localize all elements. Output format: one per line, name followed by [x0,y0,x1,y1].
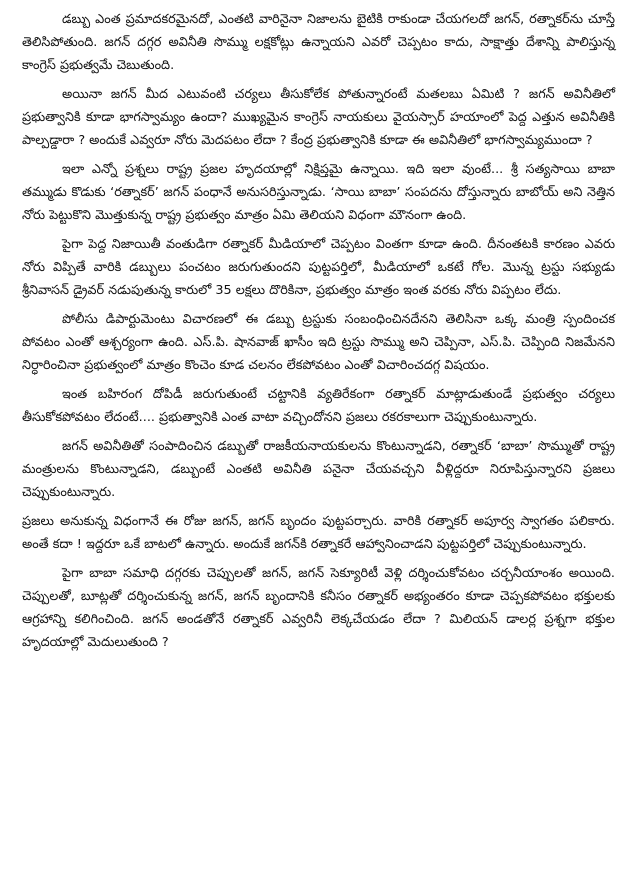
paragraph-8: ప్రజలు అనుకున్న విధంగానే ఈ రోజు జగన్, జగన్ బృందం పుట్టపర్చారు. వారికి రత్నాకర్ అపూర్వ స్వాగతం పలికారు. అంతే కదా ! ఇద్దరూ ఒకే బాటలో ఉన్నారు. అందుకే జగన్‌కి రత్నాకరే ఆహ్వానించాడని పుట్టపర్తిలో చెప్పుకుంటున్నారు. [22,514,615,552]
paragraph-6: ఇంత బహిరంగ దోపిడీ జరుగుతుంటే చట్టానికి వ్యతిరేకంగా రత్నాకర్ మాట్లాడుతుండే ప్రభుత్వం చర్యలు తీసుకోకపోవటం లేదంటే.... ప్రభుత్వానికి ఎంత వాటా వచ్చిందోనని ప్రజలు రకరకాలుగా చెప్పుకుంటున్నారు. [22,387,615,425]
paragraph-7: జగన్ అవినీతితో సంపాదించిన డబ్బుతో రాజకీయనాయకులను కొంటున్నాడని, రత్నాకర్ ‘బాబా’ సొమ్ముతో రాష్ట్ర మంత్రులను కొంటున్నాడని, డబ్బుంటే ఎంతటి అవినీతి పనైనా చేయవచ్చని వీళ్లిద్దరూ నిరూపిస్తున్నారని ప్రజలు చెప్పుకుంటున్నారు. [22,439,615,500]
paragraph-2: అయినా జగన్ మీద ఎటువంటి చర్యలు తీసుకోలేక పోతున్నారంటే మతలబు ఏమిటి ? జగన్ అవినీతిలో ప్రభుత్వానికి కూడా భాగస్వామ్యం ఉందా? ముఖ్యమైన కాంగ్రెస్ నాయకులు వైయస్సార్ హయాంలో పెద్ద ఎత్తున అవినీతికి పాల్పడ్డారా ? అందుకే ఎవ్వరూ నోరు మెదపటం లేదా ? కేంద్ర ప్రభుత్వానికి కూడా ఈ అవినీతిలో భాగస్వామ్యముందా ? [22,87,615,148]
paragraph-9: పైగా బాబా సమాధి దగ్గరకు చెప్పులతో జగన్, జగన్ సెక్యూరిటీ వెళ్లి దర్శించుకోవటం చర్చనీయాంశం అయింది. చెప్పులతో, బూట్లతో దర్శించుకున్న జగన్, జగన్ బృందానికి కనీసం రత్నాకర్ అభ్యంతరం కూడా చెప్పకపోవటం భక్తులకు ఆగ్రహాన్ని కలిగించింది. జగన్ అండతోనే రత్నాకర్ ఎవ్వరినీ లెక్కచేయడం లేదా ? మిలియన్ డాలర్ల ప్రశ్నగా భక్తుల హృదయాల్లో మెదులుతుంది ? [22,566,615,650]
paragraph-3: ఇలా ఎన్నో ప్రశ్నలు రాష్ట్ర ప్రజల హృదయాల్లో నిక్షిప్తమై ఉన్నాయి. ఇది ఇలా వుంటే... శ్రీ సత్యసాయి బాబా తమ్ముడు కొడుకు ‘రత్నాకర్’ జగన్ పంధానే అనుసరిస్తున్నాడు. ‘సాయి బాబా’ సంపదను దోస్తున్నారు బాబోయ్ అని నెత్తిన నోరు పెట్టుకొని మొత్తుకున్న రాష్ట్ర ప్రభుత్వం మాత్రం ఏమి తెలియని విధంగా మౌనంగా ఉంది. [22,162,615,223]
paragraph-4: పైగా పెద్ద నిజాయితీ వంతుడిగా రత్నాకర్ మీడియాలో చెప్పటం వింతగా కూడా ఉంది. దీనంతటకి కారణం ఎవరు నోరు విప్పితే వారికి డబ్బులు పంచటం జరుగుతుందని పుట్టపర్తిలో, మీడియాలో ఒకటే గోల. మొన్న ట్రస్టు సభ్యుడు శ్రీనివాసన్ డ్రైవర్ నడుపుతున్న కారులో 35 లక్షలు దొరికినా, ప్రభుత్వం మాత్రం ఇంత వరకు నోరు విప్పటం లేదు. [22,237,615,298]
paragraph-1: డబ్బు ఎంత ప్రమాదకరమైనదో, ఎంతటి వారినైనా నిజాలను బైటికి రాకుండా చేయగలదో జగన్, రత్నాకర్‌ను చూస్తే తెలిసిపోతుంది. జగన్ దగ్గర అవినీతి సొమ్ము లక్షకోట్లు ఉన్నాయని ఎవరో చెప్పటం కాదు, సాక్షాత్తు దేశాన్ని పాలిస్తున్న కాంగ్రెస్ ప్రభుత్వమే చెబుతుంది. [22,12,615,73]
paragraph-5: పోలీసు డిపార్టుమెంటు విచారణలో ఈ డబ్బు ట్రస్టుకు సంబంధించినదేనని తెలిసినా ఒక్క మంత్రి స్పందించక పోవటం ఎంతో ఆశ్చర్యంగా ఉంది. ఎస్.పి. షానవాజ్ ఖాసీం ఇది ట్రస్టు సొమ్ము అని చెప్పినా, ఎస్.పి. చెప్పింది నిజమేనని నిర్ధారించినా ప్రభుత్వంలో మాత్రం కొంచెం కూడ చలనం లేకపోవటం ఎంతో విచారించదగ్గ విషయం. [22,312,615,373]
